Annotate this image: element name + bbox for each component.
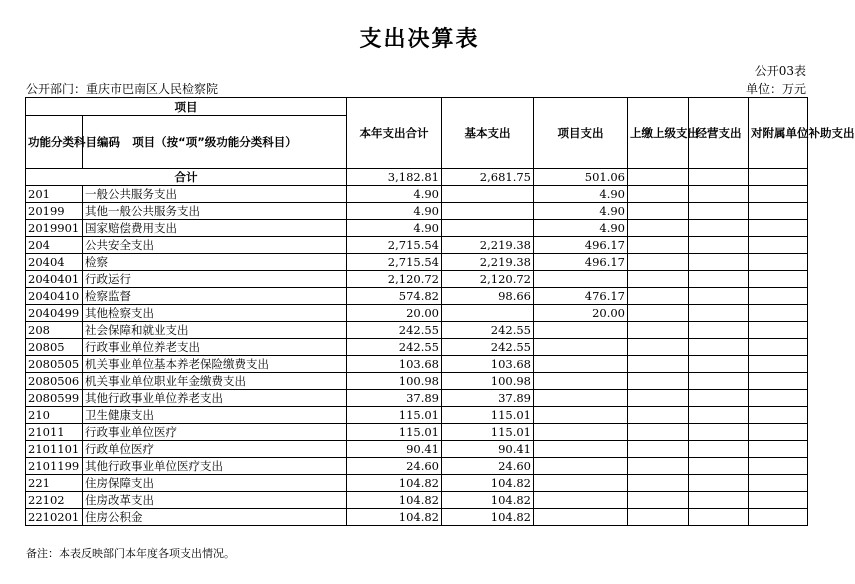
total-cell: 2,120.72 [347, 271, 442, 288]
name-cell: 住房保障支出 [83, 475, 347, 492]
total-cell: 242.55 [347, 339, 442, 356]
code-cell: 221 [26, 475, 83, 492]
table-row [26, 424, 808, 441]
subsidy-cell [749, 339, 808, 356]
header-upper: 上缴上级支出 [628, 98, 689, 169]
header-project: 项目 [26, 98, 347, 116]
subsidy-cell [749, 203, 808, 220]
table-row [26, 271, 808, 288]
expenditure-table [25, 97, 855, 526]
project-cell: 20.00 [534, 305, 628, 322]
code-cell: 21011 [26, 424, 83, 441]
code-cell: 20199 [26, 203, 83, 220]
subsidy-cell [749, 237, 808, 254]
total-amount: 3,182.81 [347, 169, 442, 186]
upper-cell [628, 203, 689, 220]
table-row [26, 220, 808, 237]
project-cell [534, 475, 628, 492]
project-cell: 4.90 [534, 186, 628, 203]
operating-cell [689, 356, 749, 373]
table-row [26, 186, 808, 203]
total-cell: 2,715.54 [347, 237, 442, 254]
project-cell: 4.90 [534, 220, 628, 237]
subsidy-cell [749, 441, 808, 458]
subsidy-cell [749, 356, 808, 373]
name-cell: 其他检察支出 [83, 305, 347, 322]
total-upper [628, 169, 689, 186]
operating-cell [689, 441, 749, 458]
total-subsidy [749, 169, 808, 186]
unit-label: 单位：万元 [745, 82, 806, 96]
name-cell: 其他行政事业单位养老支出 [83, 390, 347, 407]
table-row [26, 322, 808, 339]
table-row [26, 475, 808, 492]
operating-cell [689, 271, 749, 288]
name-cell: 其他一般公共服务支出 [83, 203, 347, 220]
subsidy-cell [749, 271, 808, 288]
table-row [26, 492, 808, 509]
table-row [26, 339, 808, 356]
total-cell: 4.90 [347, 203, 442, 220]
total-cell: 37.89 [347, 390, 442, 407]
name-cell: 公共安全支出 [83, 237, 347, 254]
project-cell [534, 458, 628, 475]
total-cell: 115.01 [347, 407, 442, 424]
name-cell: 机关事业单位基本养老保险缴费支出 [83, 356, 347, 373]
operating-cell [689, 254, 749, 271]
code-cell: 2040410 [26, 288, 83, 305]
upper-cell [628, 288, 689, 305]
operating-cell [689, 424, 749, 441]
header-project-expenditure: 项目支出 [534, 98, 628, 169]
total-cell: 4.90 [347, 186, 442, 203]
name-cell: 卫生健康支出 [83, 407, 347, 424]
basic-cell: 115.01 [442, 407, 534, 424]
subsidy-cell [749, 509, 808, 526]
operating-cell [689, 220, 749, 237]
project-cell [534, 322, 628, 339]
basic-cell [442, 220, 534, 237]
total-row [26, 169, 808, 186]
subsidy-cell [749, 305, 808, 322]
operating-cell [689, 492, 749, 509]
total-cell: 104.82 [347, 509, 442, 526]
project-cell [534, 509, 628, 526]
basic-cell [442, 305, 534, 322]
basic-cell: 98.66 [442, 288, 534, 305]
total-cell: 574.82 [347, 288, 442, 305]
operating-cell [689, 237, 749, 254]
upper-cell [628, 458, 689, 475]
table-row [26, 373, 808, 390]
basic-cell: 104.82 [442, 509, 534, 526]
table-row [26, 509, 808, 526]
code-cell: 2019901 [26, 220, 83, 237]
operating-cell [689, 475, 749, 492]
subsidy-cell [749, 288, 808, 305]
code-cell: 2101199 [26, 458, 83, 475]
total-cell: 104.82 [347, 475, 442, 492]
basic-cell: 103.68 [442, 356, 534, 373]
table-row [26, 254, 808, 271]
upper-cell [628, 186, 689, 203]
code-cell: 201 [26, 186, 83, 203]
name-cell: 行政事业单位医疗 [83, 424, 347, 441]
basic-cell [442, 186, 534, 203]
subsidy-cell [749, 390, 808, 407]
subsidy-cell [749, 407, 808, 424]
basic-cell: 104.82 [442, 475, 534, 492]
operating-cell [689, 186, 749, 203]
code-cell: 2080505 [26, 356, 83, 373]
project-cell: 4.90 [534, 203, 628, 220]
basic-cell: 37.89 [442, 390, 534, 407]
header-name: 项目（按“项”级功能分类科目） [83, 116, 347, 169]
code-cell: 2040401 [26, 271, 83, 288]
page-title: 支出决算表 [359, 27, 480, 52]
project-cell [534, 390, 628, 407]
total-cell: 104.82 [347, 492, 442, 509]
table-row [26, 441, 808, 458]
project-cell [534, 373, 628, 390]
upper-cell [628, 509, 689, 526]
code-cell: 20404 [26, 254, 83, 271]
project-cell [534, 441, 628, 458]
total-cell: 103.68 [347, 356, 442, 373]
form-number: 公开03表 [754, 64, 806, 78]
project-cell [534, 339, 628, 356]
table-row [26, 203, 808, 220]
basic-cell: 100.98 [442, 373, 534, 390]
code-cell: 204 [26, 237, 83, 254]
project-cell [534, 424, 628, 441]
upper-cell [628, 305, 689, 322]
basic-cell: 2,120.72 [442, 271, 534, 288]
code-cell: 20805 [26, 339, 83, 356]
upper-cell [628, 441, 689, 458]
operating-cell [689, 458, 749, 475]
name-cell: 社会保障和就业支出 [83, 322, 347, 339]
code-cell: 2080506 [26, 373, 83, 390]
header-operating: 经营支出 [689, 98, 749, 169]
name-cell: 检察 [83, 254, 347, 271]
basic-cell: 2,219.38 [442, 254, 534, 271]
operating-cell [689, 203, 749, 220]
subsidy-cell [749, 322, 808, 339]
basic-cell: 242.55 [442, 339, 534, 356]
upper-cell [628, 424, 689, 441]
basic-cell: 242.55 [442, 322, 534, 339]
project-cell: 496.17 [534, 254, 628, 271]
upper-cell [628, 339, 689, 356]
table-row [26, 288, 808, 305]
subsidy-cell [749, 220, 808, 237]
basic-cell: 24.60 [442, 458, 534, 475]
total-cell: 24.60 [347, 458, 442, 475]
upper-cell [628, 237, 689, 254]
table-row [26, 356, 808, 373]
operating-cell [689, 322, 749, 339]
total-cell: 90.41 [347, 441, 442, 458]
project-cell [534, 271, 628, 288]
name-cell: 国家赔偿费用支出 [83, 220, 347, 237]
name-cell: 行政事业单位养老支出 [83, 339, 347, 356]
upper-cell [628, 271, 689, 288]
header-subsidy: 对附属单位补助支出 [749, 98, 808, 169]
basic-cell: 90.41 [442, 441, 534, 458]
subsidy-cell [749, 424, 808, 441]
total-cell: 100.98 [347, 373, 442, 390]
operating-cell [689, 288, 749, 305]
upper-cell [628, 373, 689, 390]
project-cell [534, 356, 628, 373]
code-cell: 208 [26, 322, 83, 339]
subsidy-cell [749, 492, 808, 509]
table-row [26, 390, 808, 407]
total-label: 合计 [26, 169, 347, 186]
code-cell: 22102 [26, 492, 83, 509]
total-cell: 242.55 [347, 322, 442, 339]
upper-cell [628, 475, 689, 492]
code-cell: 210 [26, 407, 83, 424]
subsidy-cell [749, 475, 808, 492]
project-cell: 496.17 [534, 237, 628, 254]
upper-cell [628, 492, 689, 509]
operating-cell [689, 305, 749, 322]
code-cell: 2080599 [26, 390, 83, 407]
table-row [26, 458, 808, 475]
name-cell: 行政单位医疗 [83, 441, 347, 458]
table-row [26, 305, 808, 322]
total-cell: 2,715.54 [347, 254, 442, 271]
table-row [26, 237, 808, 254]
subsidy-cell [749, 254, 808, 271]
basic-cell: 104.82 [442, 492, 534, 509]
name-cell: 住房改革支出 [83, 492, 347, 509]
upper-cell [628, 390, 689, 407]
code-cell: 2040499 [26, 305, 83, 322]
total-cell: 20.00 [347, 305, 442, 322]
name-cell: 其他行政事业单位医疗支出 [83, 458, 347, 475]
code-cell: 2210201 [26, 509, 83, 526]
total-cell: 4.90 [347, 220, 442, 237]
note: 备注：本表反映部门本年度各项支出情况。 [26, 547, 235, 560]
operating-cell [689, 509, 749, 526]
name-cell: 一般公共服务支出 [83, 186, 347, 203]
table-row [26, 407, 808, 424]
basic-cell [442, 203, 534, 220]
department-label: 公开部门：重庆市巴南区人民检察院 [26, 82, 219, 96]
project-cell: 476.17 [534, 288, 628, 305]
operating-cell [689, 407, 749, 424]
upper-cell [628, 254, 689, 271]
code-cell: 2101101 [26, 441, 83, 458]
upper-cell [628, 407, 689, 424]
total-cell: 115.01 [347, 424, 442, 441]
upper-cell [628, 220, 689, 237]
name-cell: 行政运行 [83, 271, 347, 288]
basic-cell: 2,219.38 [442, 237, 534, 254]
subsidy-cell [749, 186, 808, 203]
basic-cell: 115.01 [442, 424, 534, 441]
project-cell [534, 407, 628, 424]
name-cell: 检察监督 [83, 288, 347, 305]
name-cell: 机关事业单位职业年金缴费支出 [83, 373, 347, 390]
project-cell [534, 492, 628, 509]
name-cell: 住房公积金 [83, 509, 347, 526]
total-operating [689, 169, 749, 186]
header-total: 本年支出合计 [347, 98, 442, 169]
operating-cell [689, 373, 749, 390]
operating-cell [689, 390, 749, 407]
header-basic: 基本支出 [442, 98, 534, 169]
total-project: 501.06 [534, 169, 628, 186]
subsidy-cell [749, 458, 808, 475]
total-basic: 2,681.75 [442, 169, 534, 186]
upper-cell [628, 356, 689, 373]
upper-cell [628, 322, 689, 339]
operating-cell [689, 339, 749, 356]
subsidy-cell [749, 373, 808, 390]
header-code: 功能分类科目编码 [26, 116, 83, 169]
